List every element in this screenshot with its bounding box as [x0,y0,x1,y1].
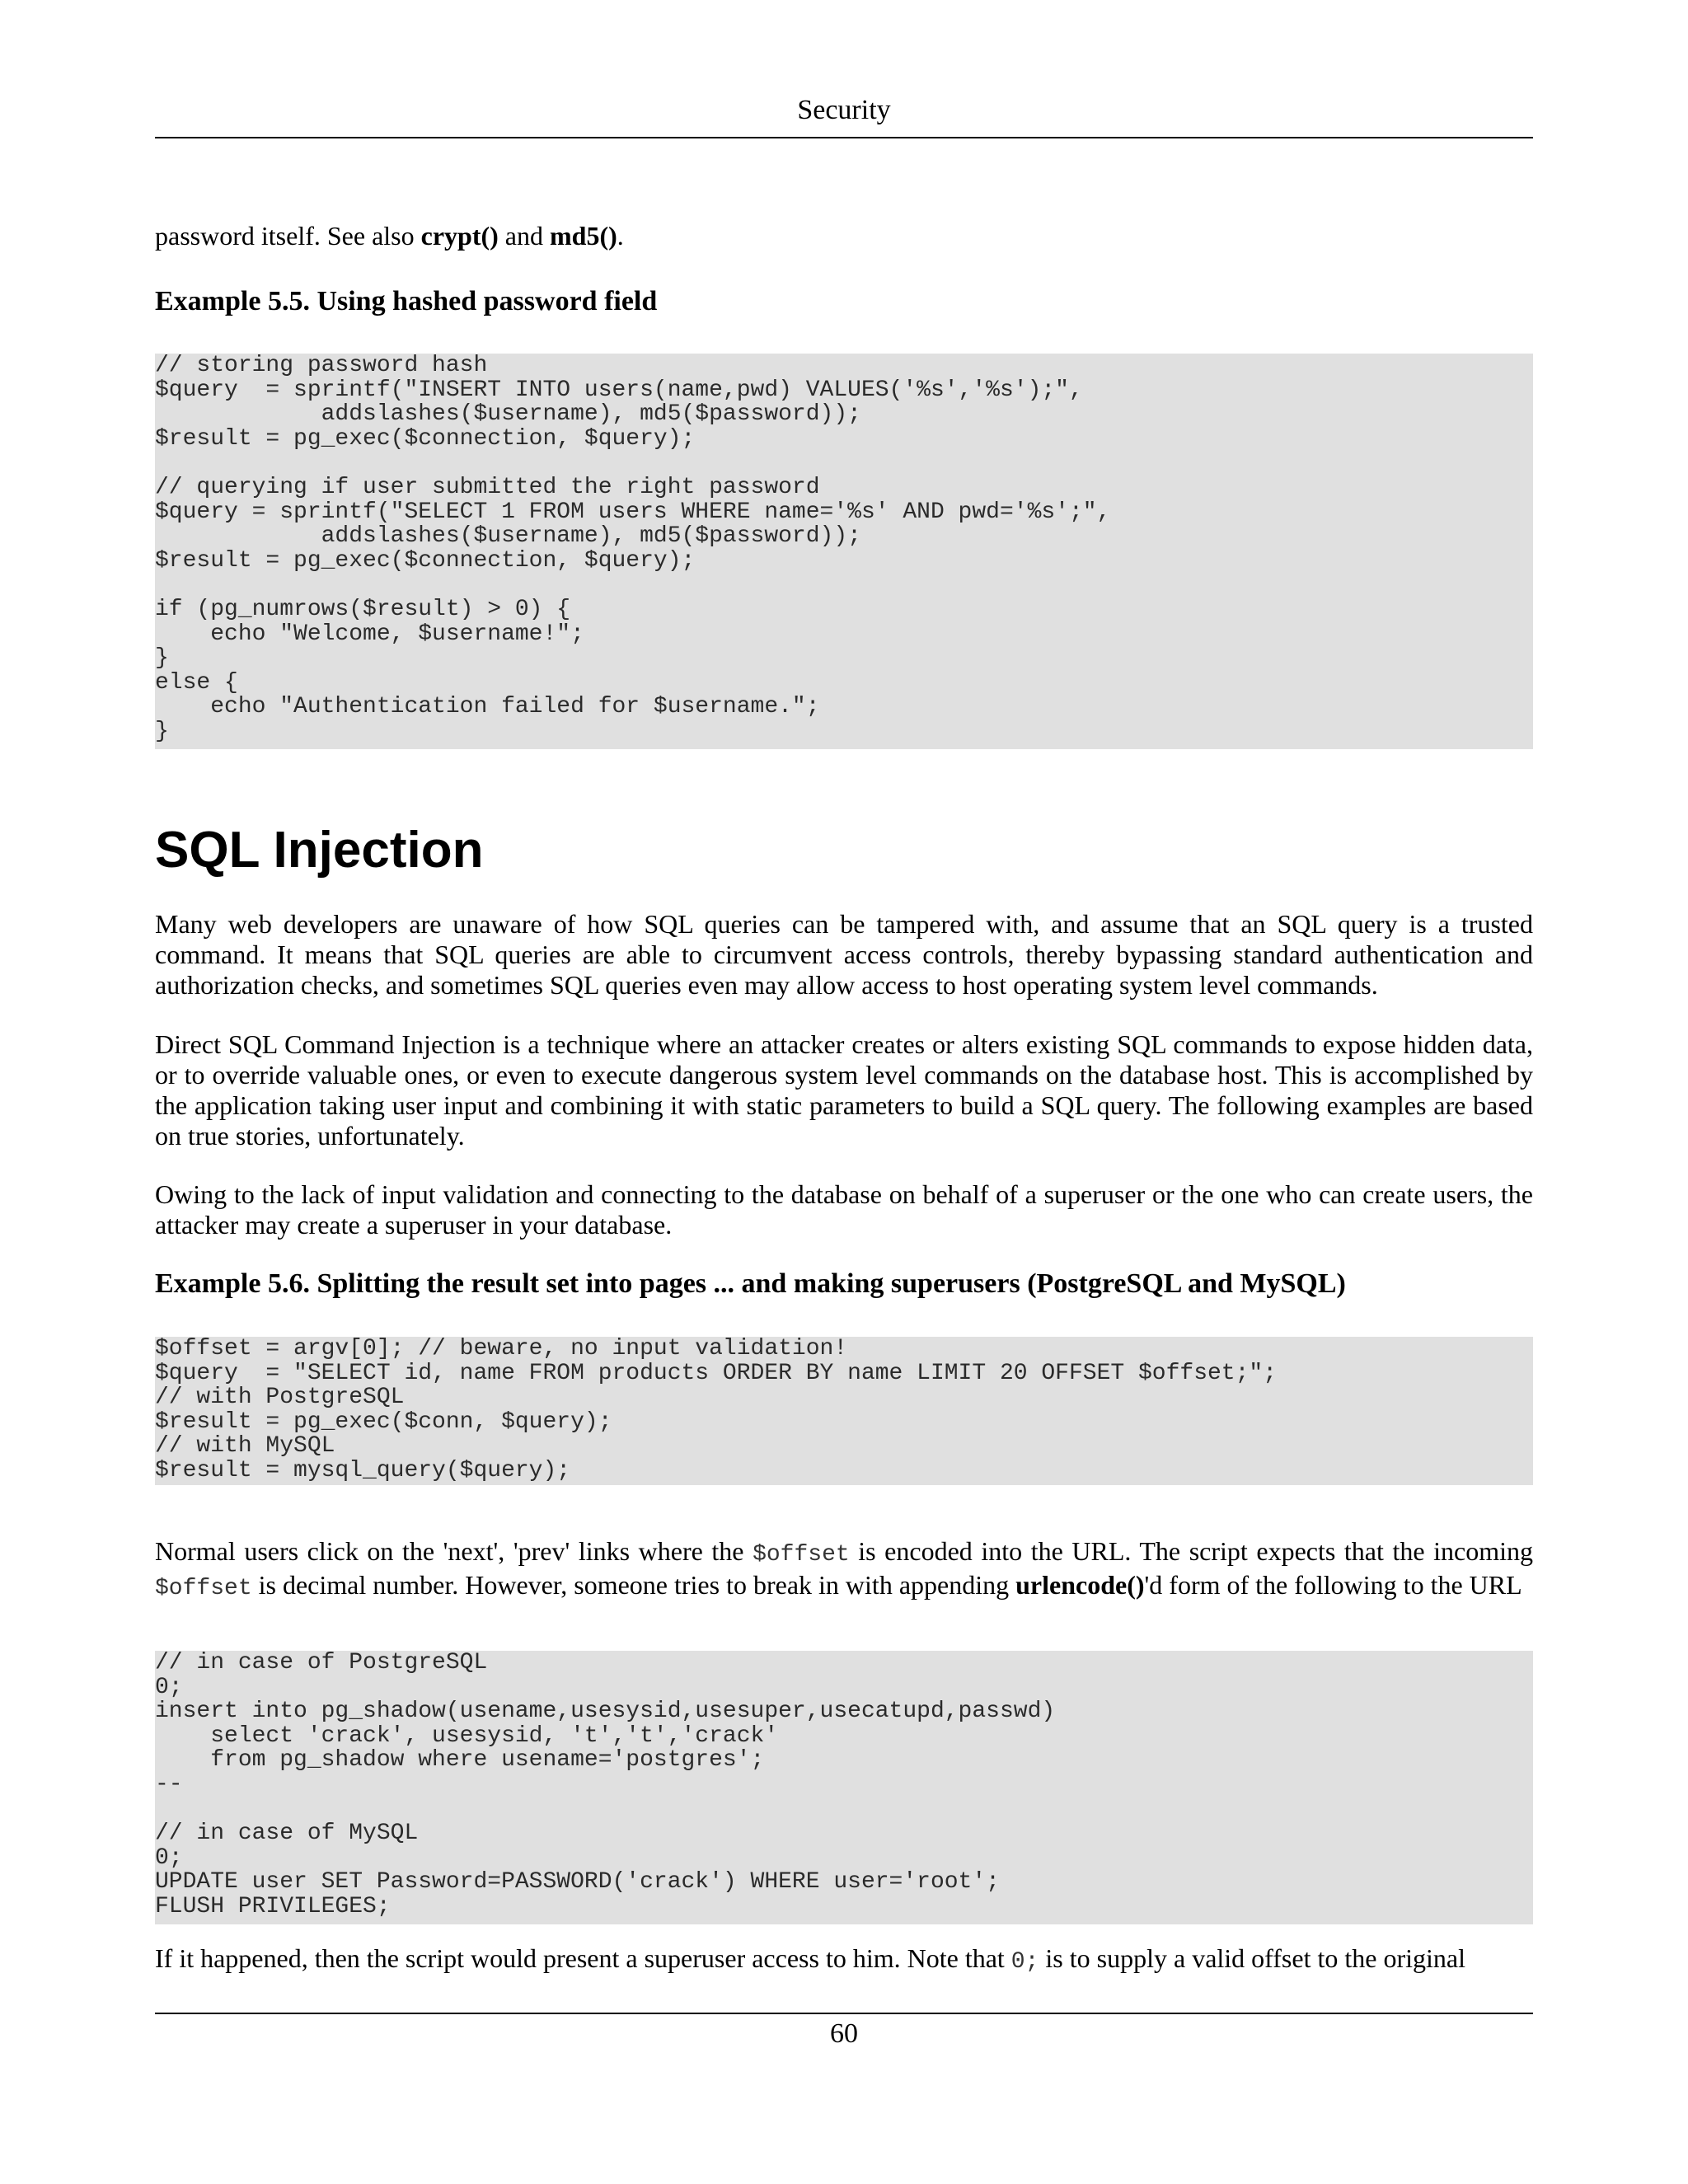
final-text-2: is to supply a valid offset to the original [1039,1943,1465,1973]
md5-function: md5() [549,221,617,251]
intro-and: and [498,221,550,251]
example-5-6-code: $offset = argv[0]; // beware, no input validation! $query = "SELECT id, name FROM products ORDER BY name LIMIT 20 OFFSET $offset;"; // with PostgreSQL $result = pg_exec($conn, $query); // with MySQL $result = mysql_query($query); [155,1337,1533,1485]
intro-end: . [617,221,624,251]
header-rule [155,137,1533,138]
offset-variable: $offset [155,1576,252,1601]
zero-semicolon-code: 0; [1010,1949,1039,1975]
footer-rule [155,2013,1533,2014]
intro-text: password itself. See also [155,221,421,251]
offset-variable: $offset [753,1542,850,1568]
crypt-function: crypt() [420,221,499,251]
paragraph-2: Direct SQL Command Injection is a technique where an attacker creates or alters existing SQL commands to expose hidden data, or to override valuable ones, or even to execute dangerous system level commands on the database host. This is accomplished by the application taking user input and combining it with static parameters to build a SQL query. The following examples are based on true stories, unfortunately. [155,1029,1533,1151]
final-paragraph [155,1943,1533,1977]
offset-text-3: is decimal number. However, someone tries to break in with appending [251,1570,1016,1600]
example-5-5-code: // storing password hash $query = sprintf("INSERT INTO users(name,pwd) VALUES('%s','%s');", addslashes($username), md5($password)); $result = pg_exec($connection, $query); // querying if user submitted the right password $query = sprintf("SELECT 1 FROM users WHERE name='%s' AND pwd='%s';", addslashes($username), md5($password)); $result = pg_exec($connection, $query); if (pg_numrows($result) > 0) { echo "Welcome, $username!"; } else { echo "Authentication failed for $username."; } [155,354,1533,749]
example-5-6-title: Example 5.6. Splitting the result set into pages ... and making superusers (PostgreSQL and MySQL) [155,1268,1346,1299]
offset-text-2: is encoded into the URL. The script expects that the incoming [849,1536,1534,1566]
section-title: SQL Injection [155,822,484,879]
injection-code: // in case of PostgreSQL 0; insert into pg_shadow(usename,usesysid,usesuper,usecatupd,passwd) select 'crack', usesysid, 't','t','crack' from pg_shadow where usename='postgres'; -- // in case of MySQL 0; UPDATE user SET Password=PASSWORD('crack') WHERE user='root'; FLUSH PRIVILEGES; [155,1651,1533,1924]
offset-text-1: Normal users click on the 'next', 'prev' links where the [155,1536,753,1566]
example-5-5-title: Example 5.5. Using hashed password field [155,286,658,316]
paragraph-1: Many web developers are unaware of how SQL queries can be tampered with, and assume that an SQL query is a trusted command. It means that SQL queries are able to circumvent access controls, thereby bypassing standard authentication and authorization checks, and sometimes SQL queries even may allow access to host operating system level commands. [155,909,1533,1000]
intro-paragraph [155,221,1533,251]
page-number: 60 [830,2018,858,2049]
running-header: Security [797,95,891,125]
document-page [155,0,1533,2184]
offset-paragraph [155,1536,1533,1604]
offset-text-4: 'd form of the following to the URL [1144,1570,1522,1600]
paragraph-3: Owing to the lack of input validation and connecting to the database on behalf of a superuser or the one who can create users, the attacker may create a superuser in your database. [155,1179,1533,1240]
urlencode-function: urlencode() [1015,1570,1145,1600]
final-text-1: If it happened, then the script would present a superuser access to him. Note that [155,1943,1011,1973]
